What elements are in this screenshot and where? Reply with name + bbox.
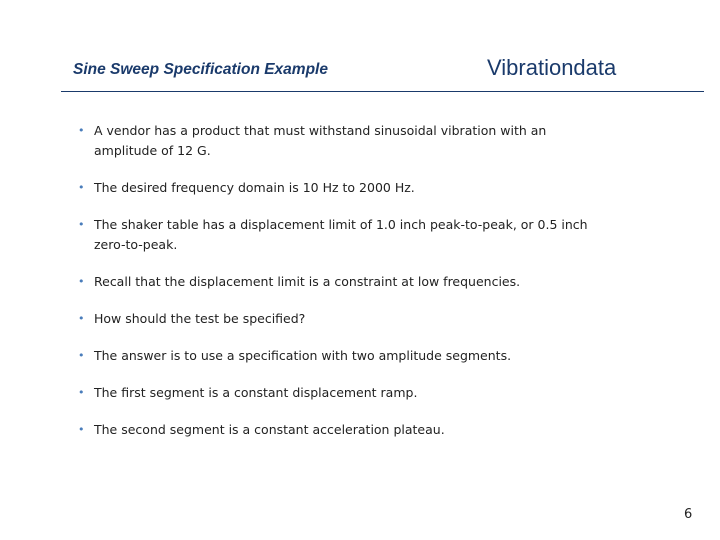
bullet-item — [78, 215, 598, 255]
bullet-icon: • — [78, 312, 85, 325]
bullet-item — [78, 420, 598, 440]
bullet-item — [78, 346, 598, 366]
bullet-text: How should the test be specified? — [94, 311, 306, 326]
bullet-item — [78, 383, 598, 403]
bullet-text: The second segment is a constant acceleration plateau. — [94, 422, 445, 437]
bullet-item — [78, 309, 598, 329]
bullet-text: A vendor has a product that must withstand sinusoidal vibration with an amplitude of 12 G. — [94, 123, 547, 158]
bullet-icon: • — [78, 423, 85, 436]
bullet-icon: • — [78, 349, 85, 362]
brand-name: Vibrationdata — [487, 55, 617, 80]
bullet-text: The shaker table has a displacement limit of 1.0 inch peak-to-peak, or 0.5 inch zero-to-peak. — [94, 217, 588, 252]
page-number: 6 — [684, 507, 693, 522]
bullet-icon: • — [78, 124, 85, 137]
bullet-icon: • — [78, 386, 85, 399]
slide-title: Sine Sweep Specification Example — [73, 61, 328, 78]
bullet-text: The first segment is a constant displacement ramp. — [94, 385, 418, 400]
bullet-text: Recall that the displacement limit is a constraint at low frequencies. — [94, 274, 521, 289]
bullet-icon: • — [78, 275, 85, 288]
bullet-text: The desired frequency domain is 10 Hz to 2000 Hz. — [94, 180, 415, 195]
header-divider — [61, 91, 704, 92]
bullet-item — [78, 178, 598, 198]
bullet-item — [78, 272, 598, 292]
bullet-text: The answer is to use a specification with two amplitude segments. — [94, 348, 512, 363]
bullet-icon: • — [78, 181, 85, 194]
bullet-item — [78, 121, 598, 161]
bullet-list — [78, 121, 598, 457]
bullet-icon: • — [78, 218, 85, 231]
